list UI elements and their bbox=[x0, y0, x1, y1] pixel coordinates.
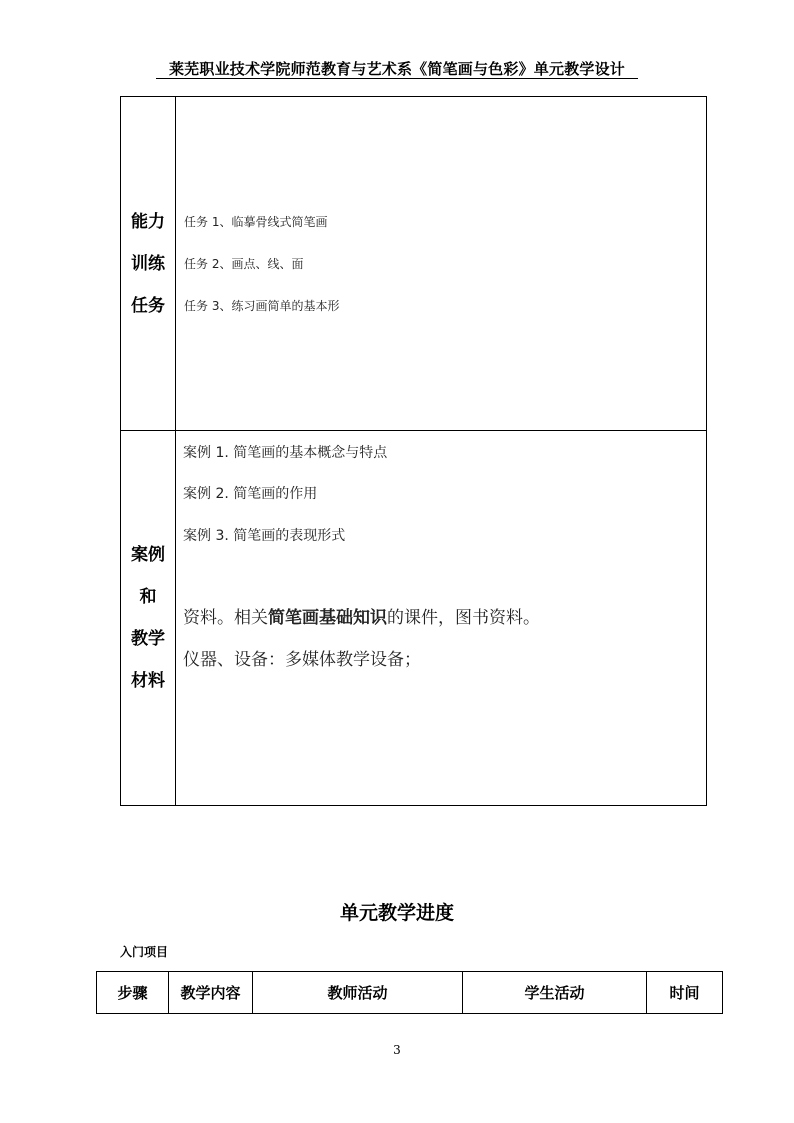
schedule-table bbox=[96, 971, 723, 1014]
ability-tasks-label bbox=[121, 97, 176, 431]
case-item: 案例 3. 简笔画的表现形式 bbox=[183, 528, 346, 544]
materials-bold-keyword: 简笔画基础知识 bbox=[268, 608, 387, 628]
schedule-title: 单元教学进度 bbox=[339, 902, 454, 924]
label-line: 案例 bbox=[131, 545, 165, 565]
case-item: 案例 2. 简笔画的作用 bbox=[183, 486, 318, 502]
ability-tasks-row bbox=[121, 97, 707, 431]
column-header: 时间 bbox=[647, 972, 723, 1014]
label-line: 材料 bbox=[131, 671, 165, 691]
case-item: 案例 1. 简笔画的基本概念与特点 bbox=[183, 445, 388, 461]
ability-tasks-content bbox=[176, 97, 707, 431]
task-item: 任务 1、临摹骨线式简笔画 bbox=[184, 214, 328, 229]
spacer bbox=[183, 557, 706, 597]
unit-design-table bbox=[120, 96, 707, 806]
cases-materials-label bbox=[121, 431, 176, 806]
label-line: 训练 bbox=[131, 253, 165, 274]
label-line: 教学 bbox=[131, 629, 165, 649]
column-header: 教师活动 bbox=[253, 972, 463, 1014]
label-line: 任务 bbox=[131, 295, 165, 316]
document-header: 莱芜职业技术学院师范教育与艺术系《简笔画与色彩》单元教学设计 bbox=[168, 60, 625, 78]
schedule-header-row bbox=[97, 972, 723, 1014]
task-item: 任务 2、画点、线、面 bbox=[184, 256, 304, 271]
label-line: 能力 bbox=[131, 211, 165, 232]
materials-prefix: 资料。相关 bbox=[183, 608, 268, 628]
header-underline bbox=[156, 78, 638, 79]
column-header: 教学内容 bbox=[169, 972, 253, 1014]
equipment-line: 仪器、设备：多媒体教学设备； bbox=[183, 650, 421, 670]
materials-suffix: 的课件，图书资料。 bbox=[387, 608, 540, 628]
column-header: 学生活动 bbox=[463, 972, 647, 1014]
column-header: 步骤 bbox=[97, 972, 169, 1014]
schedule-subtitle: 入门项目 bbox=[120, 945, 169, 959]
cases-materials-row bbox=[121, 431, 707, 806]
task-item: 任务 3、练习画简单的基本形 bbox=[184, 298, 340, 313]
cases-materials-content bbox=[176, 431, 707, 806]
materials-line bbox=[183, 597, 706, 639]
page-number: 3 bbox=[393, 1043, 401, 1057]
label-line: 和 bbox=[139, 587, 157, 607]
